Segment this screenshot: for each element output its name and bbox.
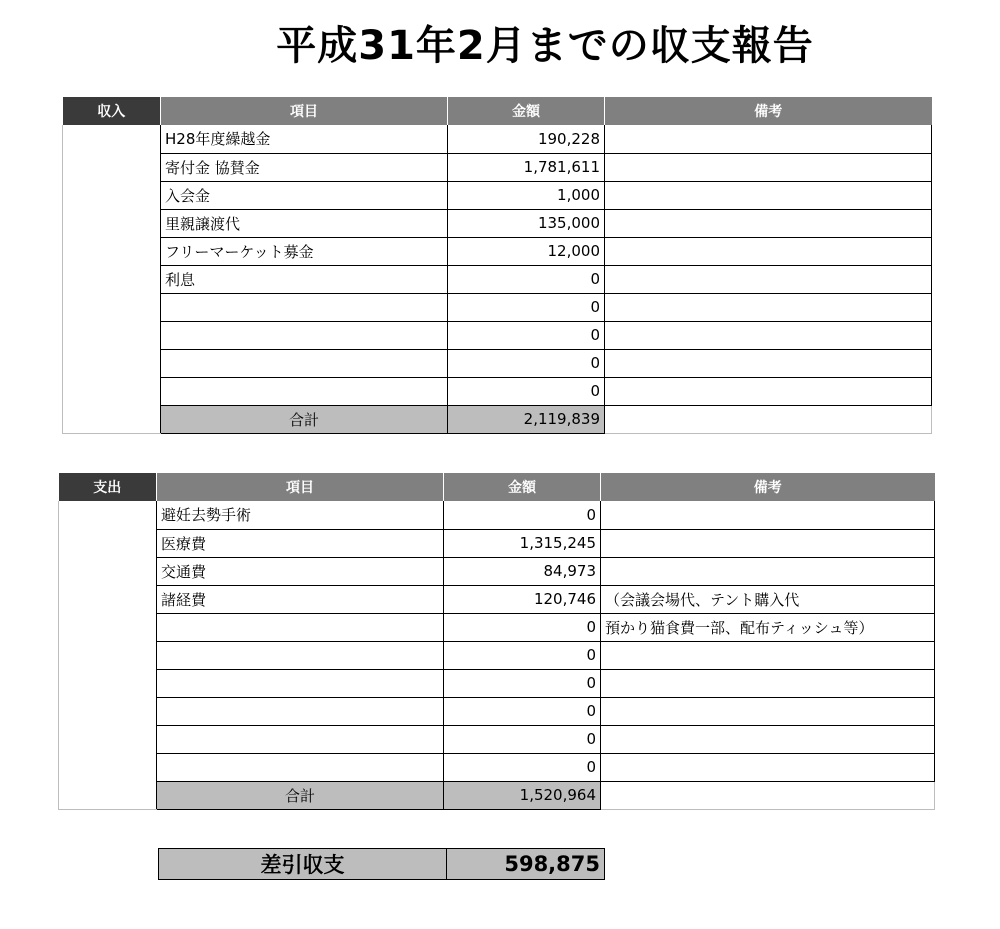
income-row (63, 321, 932, 349)
expense-row (59, 529, 935, 557)
expense-row (59, 669, 935, 697)
expense-item: 医療費 (157, 529, 444, 557)
expense-amount: 84,973 (444, 557, 601, 585)
expense-header-item: 項目 (157, 473, 444, 501)
income-item: H28年度繰越金 (161, 125, 448, 153)
income-amount: 190,228 (448, 125, 605, 153)
income-item: 寄付金 協賛金 (161, 153, 448, 181)
expense-note (601, 557, 935, 585)
income-blank-column (63, 125, 161, 433)
expense-amount: 0 (444, 501, 601, 529)
expense-note: （会議会場代、テント購入代 (601, 585, 935, 613)
expense-item: 諸経費 (157, 585, 444, 613)
expense-item (157, 669, 444, 697)
income-amount: 0 (448, 349, 605, 377)
income-row (63, 349, 932, 377)
income-amount: 0 (448, 265, 605, 293)
expense-row (59, 557, 935, 585)
balance-amount: 598,875 (447, 849, 605, 880)
expense-note (601, 641, 935, 669)
income-row (63, 377, 932, 405)
expense-row (59, 585, 935, 613)
expense-row (59, 641, 935, 669)
page-title: 平成31年2月までの収支報告 (276, 23, 814, 69)
expense-amount: 0 (444, 697, 601, 725)
income-item (161, 321, 448, 349)
income-item: 入会金 (161, 181, 448, 209)
expense-amount: 120,746 (444, 585, 601, 613)
expense-amount: 1,315,245 (444, 529, 601, 557)
expense-note (601, 529, 935, 557)
income-header-row (63, 97, 932, 125)
income-item: フリーマーケット募金 (161, 237, 448, 265)
expense-row (59, 753, 935, 781)
expense-row (59, 725, 935, 753)
income-note (605, 209, 932, 237)
income-total-label: 合計 (161, 405, 448, 433)
expense-item (157, 753, 444, 781)
income-note (605, 237, 932, 265)
expense-item (157, 697, 444, 725)
expense-note (601, 753, 935, 781)
income-row (63, 153, 932, 181)
expense-total-row (59, 781, 935, 809)
income-table (62, 97, 932, 434)
expense-note (601, 697, 935, 725)
income-note (605, 293, 932, 321)
expense-amount: 0 (444, 669, 601, 697)
expense-item: 避妊去勢手術 (157, 501, 444, 529)
expense-total-amount: 1,520,964 (444, 781, 601, 809)
balance-row (159, 849, 605, 880)
income-section-label: 収入 (63, 97, 161, 125)
income-note (605, 349, 932, 377)
income-row (63, 181, 932, 209)
expense-item: 交通費 (157, 557, 444, 585)
income-item (161, 293, 448, 321)
expense-section-label: 支出 (59, 473, 157, 501)
income-note (605, 321, 932, 349)
income-total-note (605, 405, 932, 433)
income-amount: 0 (448, 377, 605, 405)
income-item (161, 377, 448, 405)
income-amount: 0 (448, 293, 605, 321)
income-note (605, 181, 932, 209)
income-amount: 135,000 (448, 209, 605, 237)
income-row (63, 237, 932, 265)
expense-row (59, 501, 935, 529)
income-header-amount: 金額 (448, 97, 605, 125)
expense-note (601, 501, 935, 529)
expense-item (157, 613, 444, 641)
balance-label: 差引収支 (159, 849, 447, 880)
income-item: 里親譲渡代 (161, 209, 448, 237)
income-note (605, 153, 932, 181)
income-amount: 12,000 (448, 237, 605, 265)
income-row (63, 293, 932, 321)
expense-amount: 0 (444, 641, 601, 669)
income-header-note: 備考 (605, 97, 932, 125)
income-total-row (63, 405, 932, 433)
income-row (63, 209, 932, 237)
expense-total-note (601, 781, 935, 809)
income-note (605, 377, 932, 405)
expense-blank-column (59, 501, 157, 809)
expense-item (157, 641, 444, 669)
income-item: 利息 (161, 265, 448, 293)
expense-amount: 0 (444, 613, 601, 641)
expense-table (58, 473, 935, 810)
expense-header-amount: 金額 (444, 473, 601, 501)
expense-header-row (59, 473, 935, 501)
expense-note (601, 725, 935, 753)
expense-total-label: 合計 (157, 781, 444, 809)
income-amount: 1,781,611 (448, 153, 605, 181)
income-amount: 1,000 (448, 181, 605, 209)
income-note (605, 125, 932, 153)
income-note (605, 265, 932, 293)
income-total-amount: 2,119,839 (448, 405, 605, 433)
expense-row (59, 613, 935, 641)
income-item (161, 349, 448, 377)
expense-amount: 0 (444, 753, 601, 781)
expense-row (59, 697, 935, 725)
income-row (63, 265, 932, 293)
expense-amount: 0 (444, 725, 601, 753)
expense-header-note: 備考 (601, 473, 935, 501)
balance-table (158, 848, 605, 880)
income-row (63, 125, 932, 153)
income-amount: 0 (448, 321, 605, 349)
expense-note (601, 669, 935, 697)
expense-item (157, 725, 444, 753)
income-header-item: 項目 (161, 97, 448, 125)
expense-note: 預かり猫食費一部、配布ティッシュ等） (601, 613, 935, 641)
